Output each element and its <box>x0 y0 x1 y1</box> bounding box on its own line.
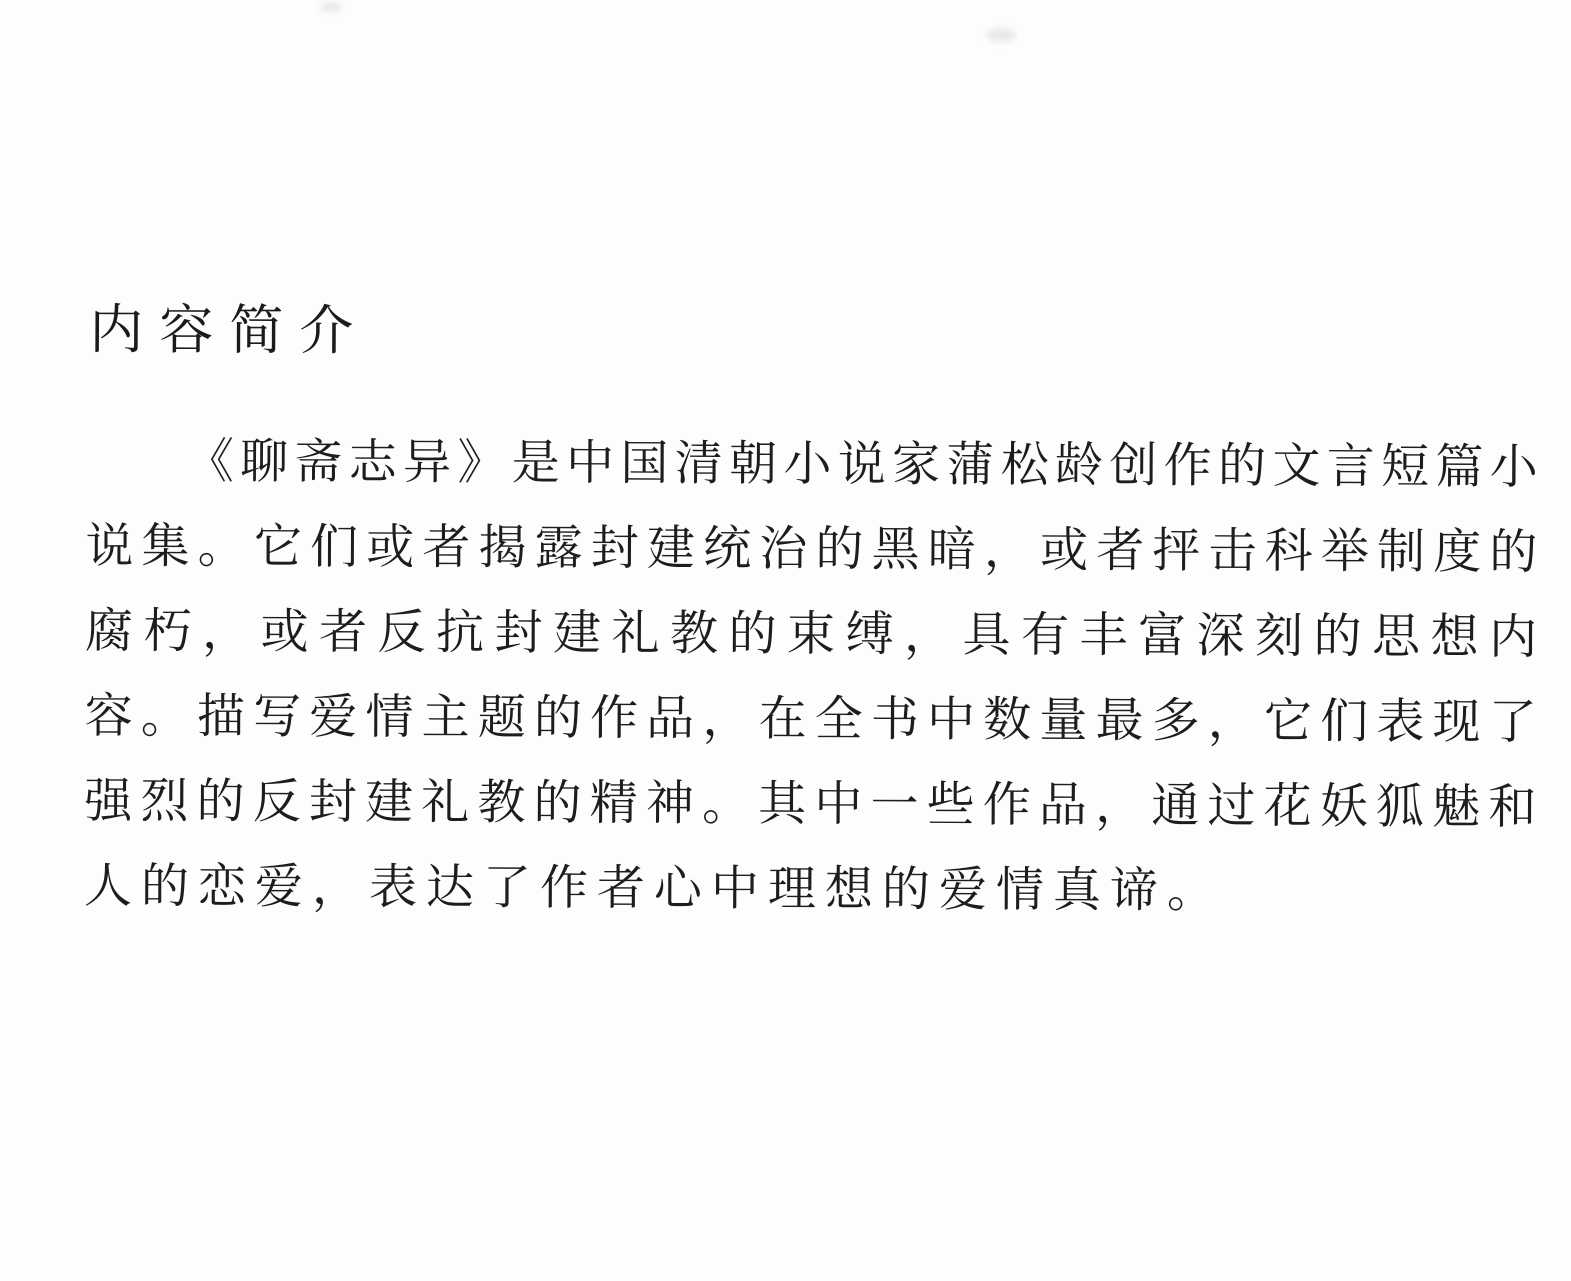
paragraph-line: 人的恋爱，表达了作者心中理想的爱情真谛。 <box>83 859 1225 918</box>
paragraph-line: 《聊斋志异》是中国清朝小说家蒲松龄创作的文言短篇小 <box>185 435 1538 495</box>
paragraph-line: 腐朽，或者反抗封建礼教的束缚，具有丰富深刻的思想内 <box>84 604 1538 665</box>
paragraph-line: 容。描写爱情主题的作品，在全书中数量最多，它们表现了 <box>84 689 1537 750</box>
paragraph-line: 强烈的反封建礼教的精神。其中一些作品，通过花妖狐魅和 <box>84 774 1537 835</box>
paragraph-line: 说集。它们或者揭露封建统治的黑暗，或者抨击科举制度的 <box>85 519 1538 580</box>
section-title: 内容简介 <box>89 299 370 362</box>
intro-paragraph <box>84 419 1538 935</box>
